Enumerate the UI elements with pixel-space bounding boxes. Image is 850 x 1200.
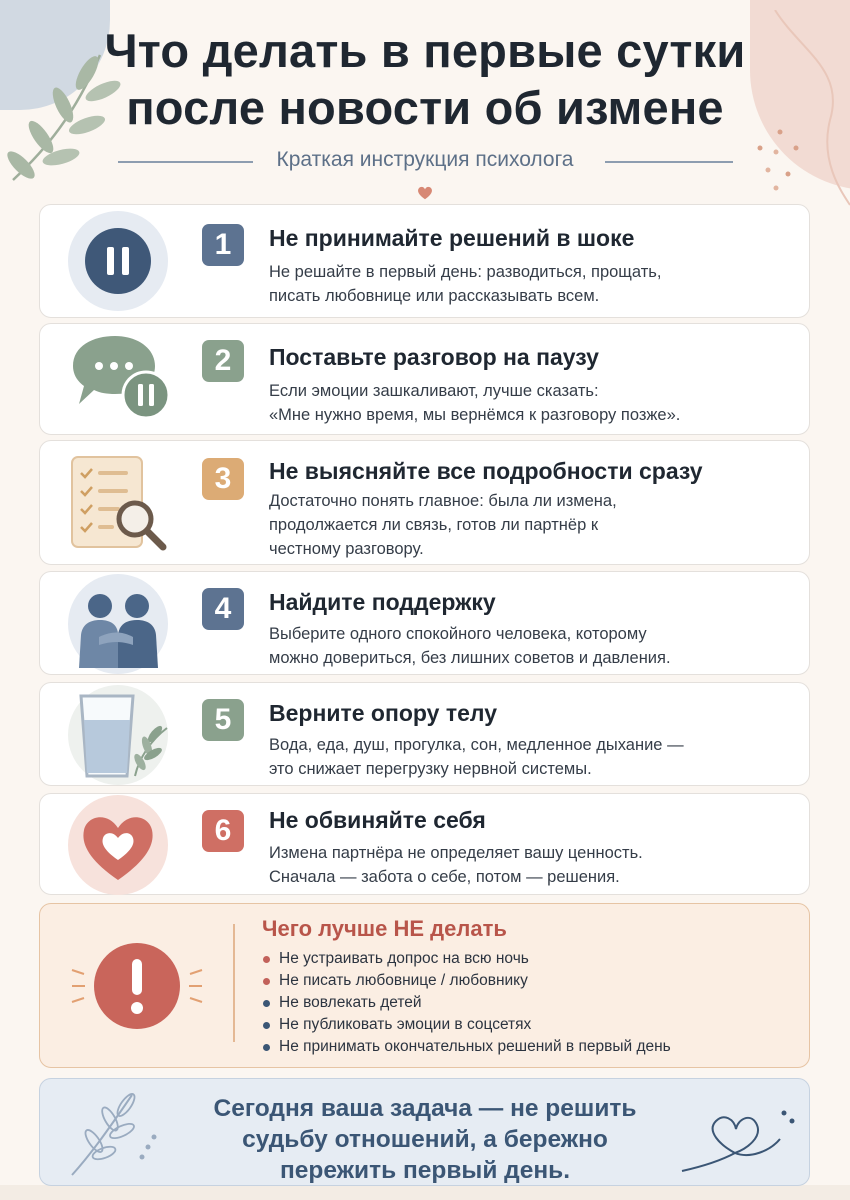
footer-message-line-2: судьбу отношений, а бережно [242,1126,608,1153]
dont-do-item [262,1036,671,1058]
step-text-1-line-2: писать любовнице или рассказывать всем. [269,287,600,305]
step-number-5: 5 [202,699,244,741]
pause-icon [67,210,169,312]
page-title [0,22,850,136]
step-number-6: 6 [202,810,244,852]
step-text-2-line-1: Если эмоции зашкаливают, лучше сказать: [269,382,599,400]
step-card-1 [39,204,810,318]
dont-do-item-text: Не публиковать эмоции в соцсетях [279,1016,532,1033]
footer-message-panel [39,1078,810,1186]
dont-do-panel [39,903,810,1068]
checklist-magnifier-icon [67,451,169,555]
bullet-dot [263,956,270,963]
step-card-3 [39,440,810,565]
bullet-dot [263,1000,270,1007]
step-text-1 [269,260,789,308]
step-text-3-line-1: Достаточно понять главное: была ли измена, [269,492,617,510]
dont-do-divider [233,924,235,1042]
step-text-6-line-1: Измена партнёра не определяет вашу ценность. [269,844,643,862]
dont-do-item [262,948,671,970]
dont-do-item [262,992,671,1014]
step-title-3: Не выясняйте все подробности сразу [269,458,703,484]
heart-icon [67,794,169,896]
step-title-4: Найдите поддержку [269,589,496,615]
dont-do-item [262,1014,671,1036]
step-text-2 [269,379,789,427]
subtitle-divider-right [605,161,733,163]
step-title-5: Верните опору телу [269,700,498,726]
footer-message-line-1: Сегодня ваша задача — не решить [213,1095,637,1122]
step-card-2 [39,323,810,435]
dont-do-title: Чего лучше НЕ делать [262,916,507,941]
step-number-3: 3 [202,458,244,500]
bullet-dot [263,1044,270,1051]
dont-do-item-text: Не устраивать допрос на всю ночь [279,950,529,967]
step-text-4-line-1: Выберите одного спокойного человека, которому [269,625,647,643]
dont-do-list [262,948,671,1058]
leaf-sprig-icon [62,1087,162,1179]
step-number-2: 2 [202,340,244,382]
step-text-5-line-1: Вода, еда, душ, прогулка, сон, медленное дыхание — [269,736,684,754]
background-bottom-strip [0,1185,850,1200]
small-heart-icon [416,184,434,202]
step-text-3-line-3: честному разговору. [269,540,424,558]
support-hug-icon [67,573,169,675]
dont-do-item-text: Не вовлекать детей [279,994,422,1011]
step-text-5-line-2: это снижает перегрузку нервной системы. [269,760,592,778]
bullet-dot [263,1022,270,1029]
step-number-4: 4 [202,588,244,630]
dont-do-item-text: Не принимать окончательных решений в первый день [279,1038,671,1055]
heart-line-icon [680,1101,800,1176]
step-number-1: 1 [202,224,244,266]
step-card-6 [39,793,810,895]
dont-do-item [262,970,671,992]
step-card-4 [39,571,810,675]
page-title-line-2: после новости об измене [126,81,724,134]
step-text-1-line-1: Не решайте в первый день: разводиться, прощать, [269,263,662,281]
bullet-dot [263,978,270,985]
step-text-6-line-2: Сначала — забота о себе, потом — решения. [269,868,620,886]
chat-pause-icon [67,328,169,430]
exclamation-icon [67,934,207,1038]
step-text-2-line-2: «Мне нужно время, мы вернёмся к разговору позже». [269,406,681,424]
page-title-line-1: Что делать в первые сутки [104,24,746,77]
step-title-2: Поставьте разговор на паузу [269,344,599,370]
step-title-6: Не обвиняйте себя [269,807,486,833]
step-title-1: Не принимайте решений в шоке [269,225,635,251]
dont-do-item-text: Не писать любовнице / любовнику [279,972,528,989]
step-text-3-line-2: продолжается ли связь, готов ли партнёр к [269,516,599,534]
footer-message-line-3: пережить первый день. [279,1157,571,1184]
step-text-3 [269,489,789,561]
subtitle: Краткая инструкция психолога [276,148,574,171]
subtitle-row [0,146,850,176]
step-text-4 [269,622,789,670]
step-text-4-line-2: можно довериться, без лишних советов и давления. [269,649,671,667]
step-card-5 [39,682,810,786]
step-text-5 [269,733,789,781]
step-text-6 [269,841,789,889]
water-glass-icon [67,684,169,786]
footer-message [170,1093,680,1186]
